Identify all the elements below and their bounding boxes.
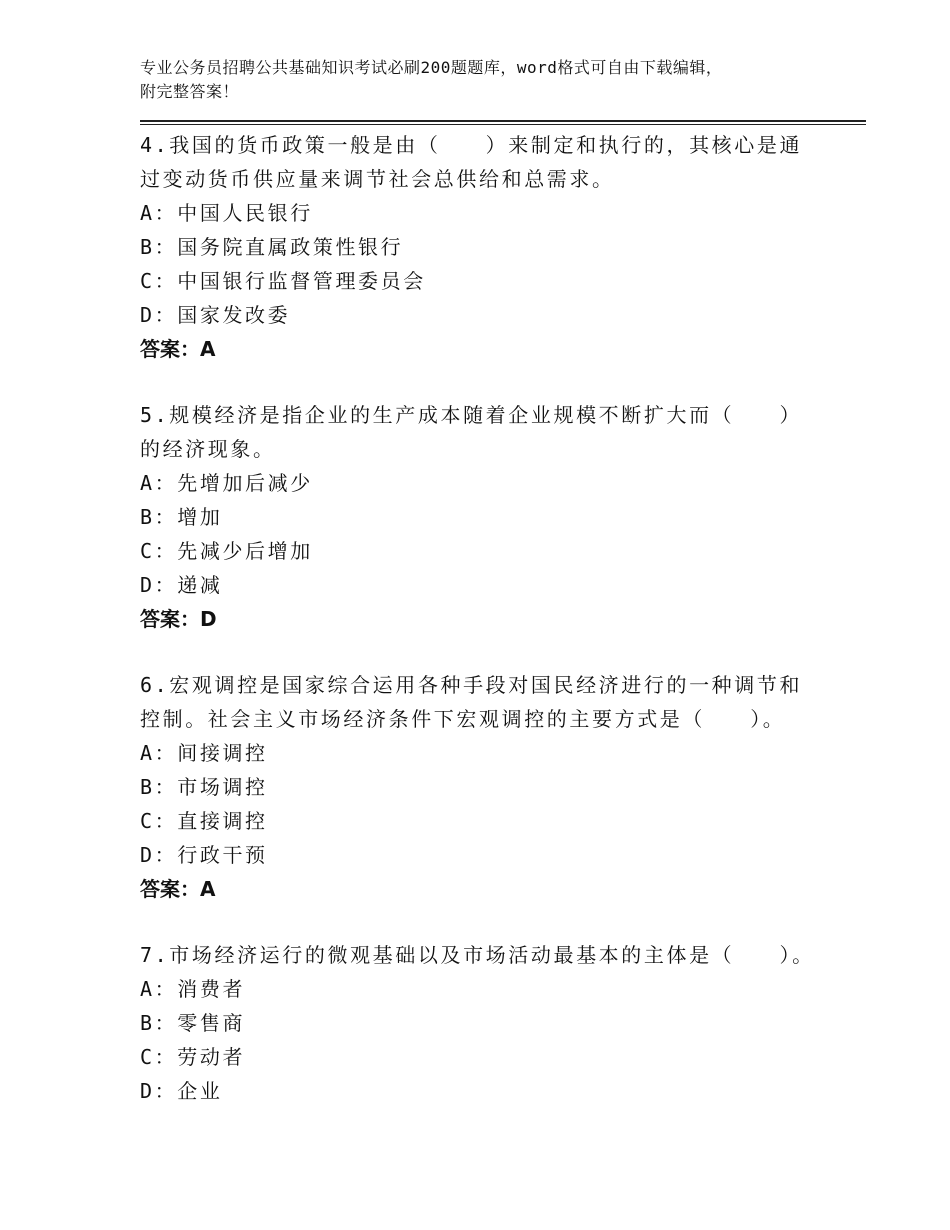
option-a: A：消费者: [140, 977, 246, 1001]
question-stem: 7.市场经济运行的微观基础以及市场活动最基本的主体是（ ）。: [140, 943, 815, 967]
header-line-1: 专业公务员招聘公共基础知识考试必刷200题题库，word格式可自由下载编辑，: [140, 58, 723, 77]
question-5: [140, 398, 820, 636]
document-header: [140, 56, 840, 104]
question-7: [140, 938, 820, 1108]
answer-label: 答案：D: [140, 607, 217, 631]
question-stem: 6.宏观调控是国家综合运用各种手段对国民经济进行的一种调节和控制。社会主义市场经济条件下宏观调控的主要方式是（ ）。: [140, 673, 803, 731]
option-c: C：中国银行监督管理委员会: [140, 269, 426, 293]
option-d: D：企业: [140, 1079, 223, 1103]
question-stem: 4.我国的货币政策一般是由（ ）来制定和执行的，其核心是通过变动货币供应量来调节社会总供给和总需求。: [140, 133, 803, 191]
option-d: D：行政干预: [140, 843, 268, 867]
question-stem: 5.规模经济是指企业的生产成本随着企业规模不断扩大而（ ）的经济现象。: [140, 403, 803, 461]
option-b: B：零售商: [140, 1011, 246, 1035]
question-6: [140, 668, 820, 906]
option-a: A：间接调控: [140, 741, 268, 765]
question-4: [140, 128, 820, 366]
option-c: C：直接调控: [140, 809, 268, 833]
option-b: B：增加: [140, 505, 223, 529]
header-divider-thick: [140, 120, 866, 122]
answer-label: 答案：A: [140, 877, 216, 901]
question-list: [140, 128, 820, 1108]
option-c: C：劳动者: [140, 1045, 246, 1069]
option-c: C：先减少后增加: [140, 539, 313, 563]
answer-label: 答案：A: [140, 337, 216, 361]
option-b: B：国务院直属政策性银行: [140, 235, 404, 259]
option-d: D：递减: [140, 573, 223, 597]
header-divider-thin: [140, 124, 866, 125]
option-b: B：市场调控: [140, 775, 268, 799]
option-d: D：国家发改委: [140, 303, 291, 327]
option-a: A：中国人民银行: [140, 201, 313, 225]
header-line-2: 附完整答案！: [140, 82, 240, 101]
option-a: A：先增加后减少: [140, 471, 313, 495]
